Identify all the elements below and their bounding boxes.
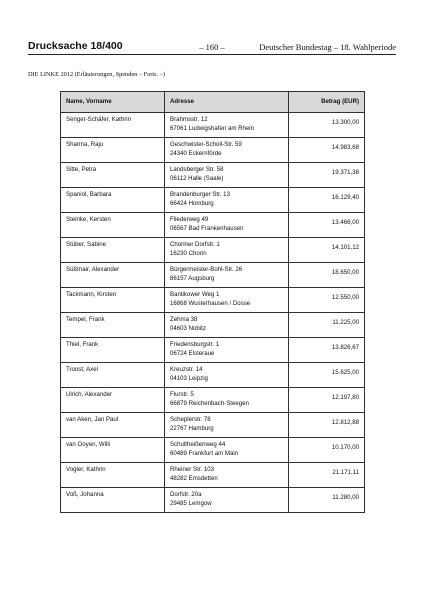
donor-name: Vogler, Kathrin bbox=[61, 463, 165, 488]
donations-table bbox=[60, 91, 365, 513]
donor-address bbox=[165, 388, 289, 413]
address-street: Bantikower Weg 1 bbox=[170, 291, 220, 298]
donation-amount: 21.171,11 bbox=[289, 463, 365, 488]
donor-name: Stüber, Sabine bbox=[61, 238, 165, 263]
address-city: 86157 Augsburg bbox=[170, 274, 215, 282]
column-header-amount: Betrag (EUR) bbox=[289, 92, 365, 113]
table-row bbox=[61, 413, 365, 438]
address-street: Landsberger Str. 58 bbox=[170, 166, 224, 173]
donor-address bbox=[165, 338, 289, 363]
donor-name: Troost, Axel bbox=[61, 363, 165, 388]
donor-address bbox=[165, 113, 289, 138]
section-subtitle: DIE LINKE 2012 (Erläuterungen, Spenden – Forts. –) bbox=[28, 71, 165, 78]
address-city: 29485 Lemgow bbox=[170, 499, 212, 507]
donation-amount: 12.550,00 bbox=[289, 288, 365, 313]
donor-name: Tempel, Frank bbox=[61, 313, 165, 338]
address-street: Brandenburger Str. 13 bbox=[170, 191, 230, 198]
donation-amount: 15.625,00 bbox=[289, 363, 365, 388]
address-city: 04103 Leipzig bbox=[170, 374, 208, 382]
table-row bbox=[61, 488, 365, 513]
document-number-value: 400 bbox=[105, 40, 123, 52]
table-row bbox=[61, 388, 365, 413]
donor-address bbox=[165, 363, 289, 388]
address-city: 22767 Hamburg bbox=[170, 424, 214, 432]
donation-amount: 13.466,00 bbox=[289, 213, 365, 238]
table-header-row bbox=[61, 92, 365, 113]
donor-name: Sitte, Petra bbox=[61, 163, 165, 188]
donor-name: van Ooyen, Willi bbox=[61, 438, 165, 463]
donation-amount: 12.197,80 bbox=[289, 388, 365, 413]
donor-address bbox=[165, 213, 289, 238]
donor-name: Ulrich, Alexander bbox=[61, 388, 165, 413]
donation-amount: 14.101,12 bbox=[289, 238, 365, 263]
table-row bbox=[61, 238, 365, 263]
donor-address bbox=[165, 438, 289, 463]
donor-name: Senger-Schäfer, Kathrin bbox=[61, 113, 165, 138]
address-street: Schultheißenweg 44 bbox=[170, 441, 226, 448]
donor-address bbox=[165, 163, 289, 188]
address-street: Friedensburgstr. 1 bbox=[170, 341, 220, 348]
donation-amount: 19.371,38 bbox=[289, 163, 365, 188]
address-city: 48282 Emsdetten bbox=[170, 474, 218, 482]
page-number: – 160 – bbox=[199, 42, 225, 52]
address-city: 24340 Eckernförde bbox=[170, 149, 222, 157]
address-street: Scheplerstr. 78 bbox=[170, 416, 211, 423]
table-row bbox=[61, 188, 365, 213]
address-city: 06567 Bad Frankenhausen bbox=[170, 224, 244, 232]
donation-amount: 16.129,40 bbox=[289, 188, 365, 213]
donation-amount: 14.983,68 bbox=[289, 138, 365, 163]
donor-address bbox=[165, 463, 289, 488]
address-street: Bürgermeister-Bohl-Str. 26 bbox=[170, 266, 243, 273]
donor-address bbox=[165, 238, 289, 263]
donor-address bbox=[165, 413, 289, 438]
donor-name: Sharma, Raju bbox=[61, 138, 165, 163]
address-city: 04603 Nobitz bbox=[170, 324, 206, 332]
legislative-period: Deutscher Bundestag – 18. Wahlperiode bbox=[259, 42, 396, 52]
donor-name: Spaniol, Barbara bbox=[61, 188, 165, 213]
address-street: Choriner Dorfstr. 1 bbox=[170, 241, 220, 248]
address-city: 67061 Ludwigshafen am Rhein bbox=[170, 124, 255, 132]
address-city: 66879 Reichenbach-Steegen bbox=[170, 399, 249, 407]
donor-address bbox=[165, 263, 289, 288]
donation-amount: 11.280,00 bbox=[289, 488, 365, 513]
table-row bbox=[61, 263, 365, 288]
donation-amount: 13.826,67 bbox=[289, 338, 365, 363]
address-street: Zehma 38 bbox=[170, 316, 198, 323]
donation-amount: 10.170,00 bbox=[289, 438, 365, 463]
address-street: Kreuzstr. 14 bbox=[170, 366, 203, 373]
donor-address bbox=[165, 188, 289, 213]
donor-name: Tackmann, Kirsten bbox=[61, 288, 165, 313]
document-number-prefix: Drucksache 18/ bbox=[28, 40, 106, 52]
address-city: 06112 Halle (Saale) bbox=[170, 174, 224, 182]
donor-name: Steinke, Kersten bbox=[61, 213, 165, 238]
donation-amount: 13.300,00 bbox=[289, 113, 365, 138]
table-row bbox=[61, 438, 365, 463]
table-row bbox=[61, 213, 365, 238]
address-street: Dorfstr. 20a bbox=[170, 491, 202, 498]
donor-address bbox=[165, 313, 289, 338]
donation-amount: 11.225,00 bbox=[289, 313, 365, 338]
column-header-name: Name, Vorname bbox=[61, 92, 165, 113]
address-city: 60489 Frankfurt am Main bbox=[170, 449, 239, 457]
donor-address bbox=[165, 288, 289, 313]
address-city: 06724 Elsteraue bbox=[170, 349, 215, 357]
address-street: Fliederweg 49 bbox=[170, 216, 209, 223]
donor-name: van Aken, Jan Paul bbox=[61, 413, 165, 438]
donor-name: Voß, Johanna bbox=[61, 488, 165, 513]
page-header bbox=[28, 40, 396, 55]
table-row bbox=[61, 463, 365, 488]
donation-amount: 18.650,00 bbox=[289, 263, 365, 288]
table-row bbox=[61, 313, 365, 338]
table-row bbox=[61, 138, 365, 163]
donor-address bbox=[165, 488, 289, 513]
donor-address bbox=[165, 138, 289, 163]
table-row bbox=[61, 363, 365, 388]
address-city: 16868 Wusterhausen / Dosse bbox=[170, 299, 251, 307]
address-street: Rheiner Str. 103 bbox=[170, 466, 215, 473]
address-city: 66424 Homburg bbox=[170, 199, 214, 207]
donor-name: Süßmair, Alexander bbox=[61, 263, 165, 288]
table-row bbox=[61, 163, 365, 188]
donation-amount: 12.812,88 bbox=[289, 413, 365, 438]
table-row bbox=[61, 113, 365, 138]
table-row bbox=[61, 338, 365, 363]
address-street: Brahmsstr. 12 bbox=[170, 116, 208, 123]
address-city: 16230 Chorin bbox=[170, 249, 207, 257]
donor-name: Thiel, Frank bbox=[61, 338, 165, 363]
table-row bbox=[61, 288, 365, 313]
address-street: Geschwister-Scholl-Str. 59 bbox=[170, 141, 242, 148]
column-header-address: Adresse bbox=[165, 92, 289, 113]
address-street: Flurstr. 5 bbox=[170, 391, 194, 398]
